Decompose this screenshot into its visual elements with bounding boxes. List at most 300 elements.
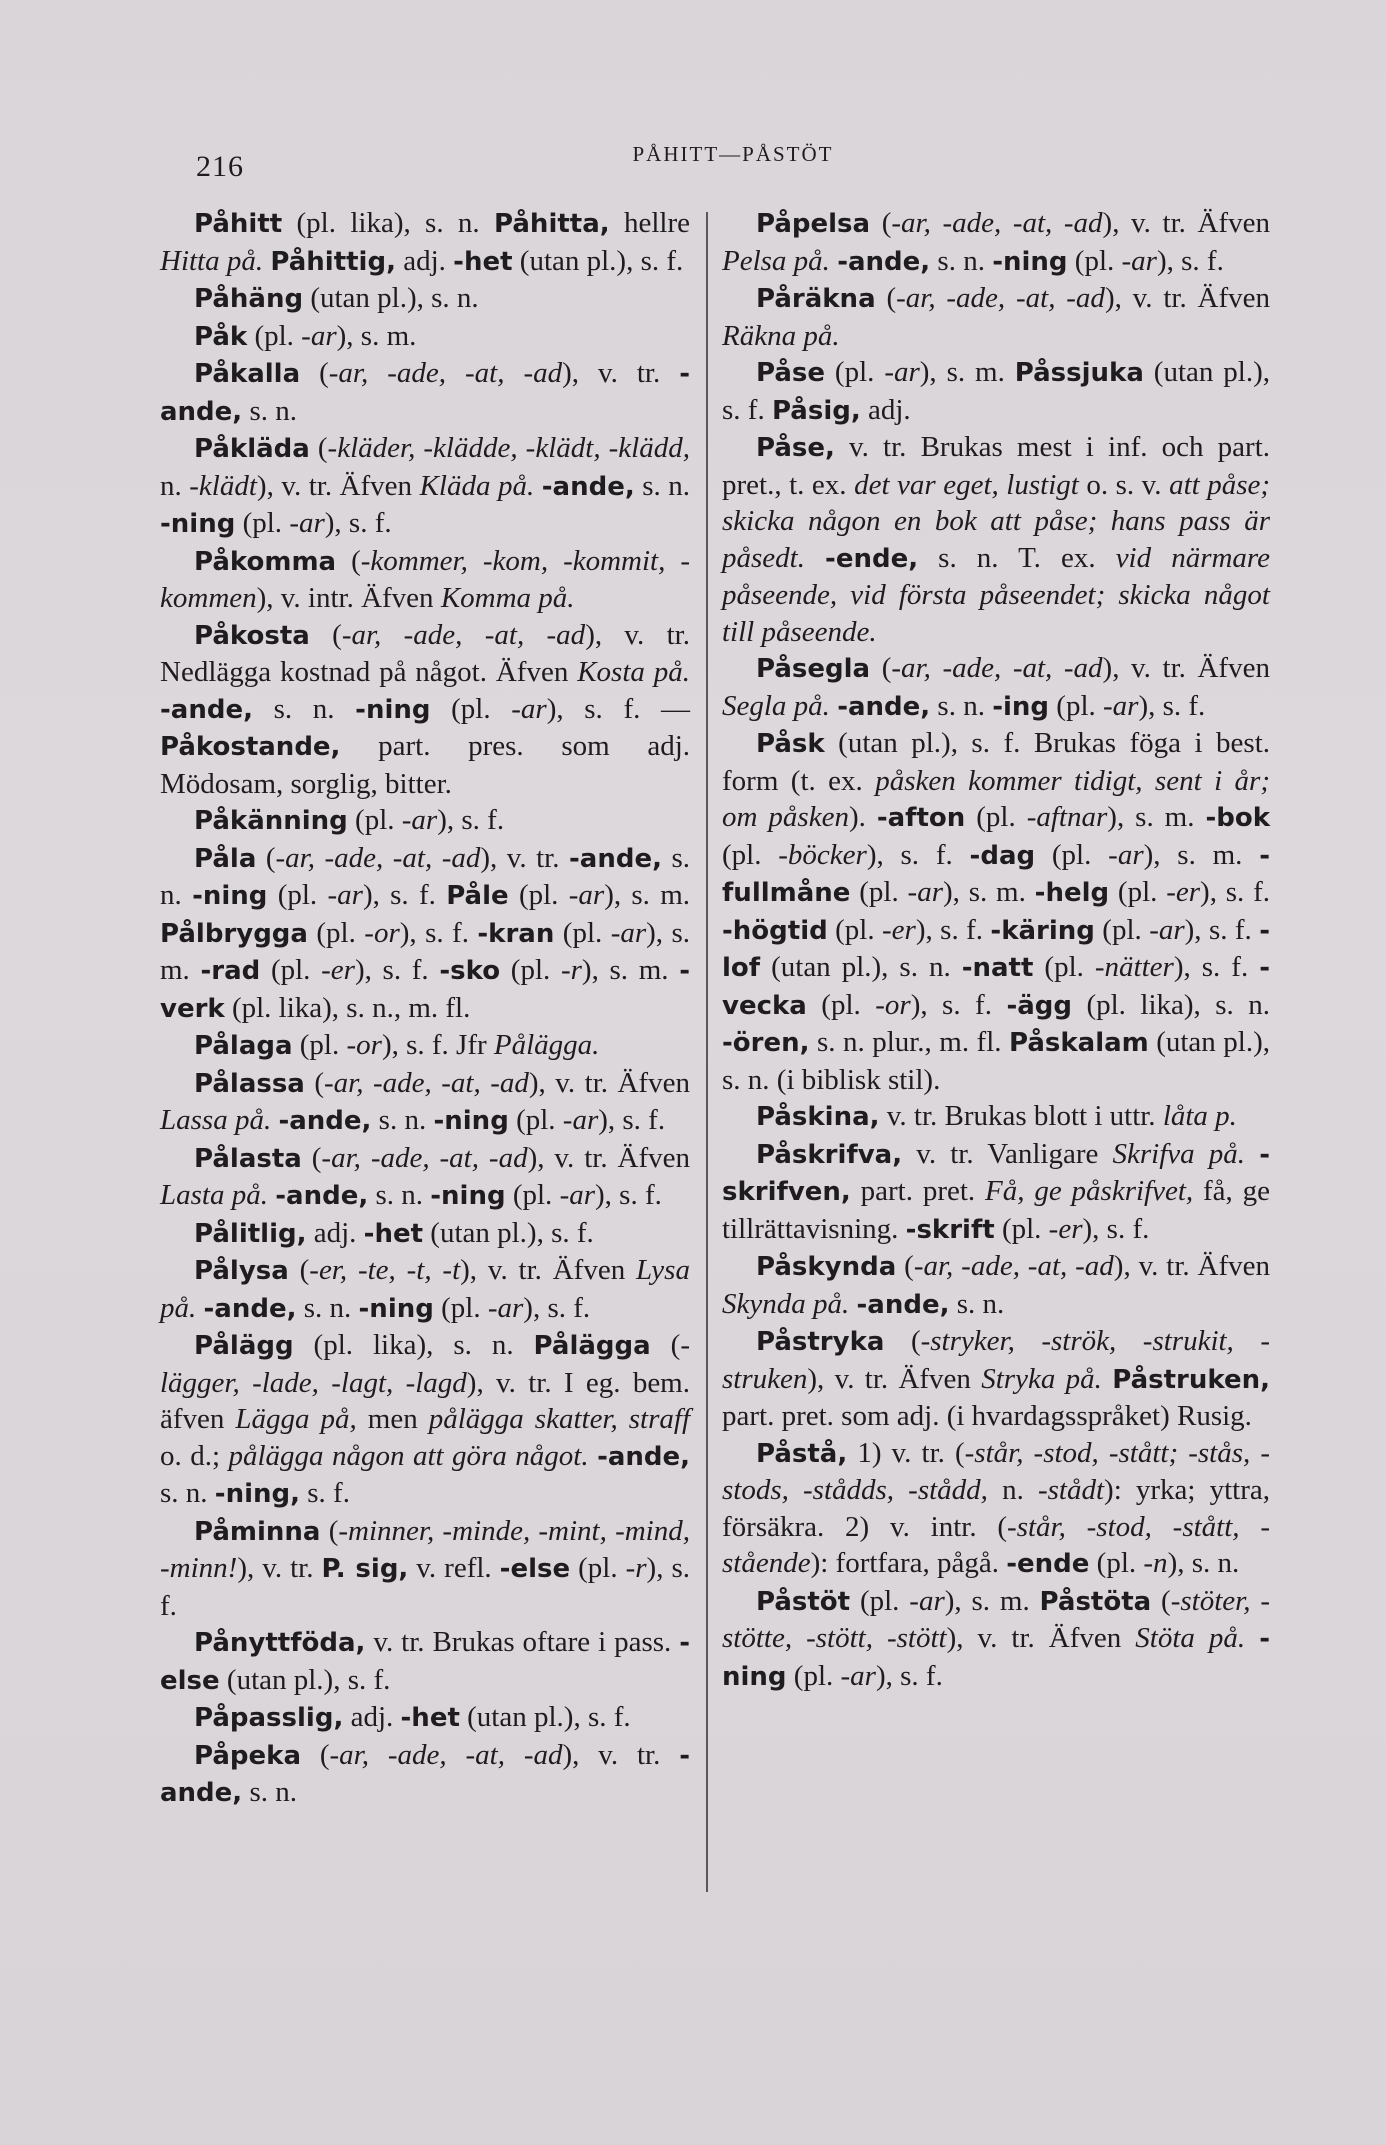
entry-text: ), v. tr. Äfven bbox=[807, 1362, 982, 1395]
headword: Påstå, bbox=[756, 1438, 848, 1469]
headword: -het bbox=[400, 1703, 460, 1733]
italic-text: -ar, -ade, -at, -ad bbox=[913, 1250, 1114, 1282]
headword: -het bbox=[363, 1218, 424, 1249]
entry-text: (pl. bbox=[1067, 244, 1122, 277]
italic-text: -or bbox=[346, 1029, 382, 1061]
headword: Påk bbox=[194, 321, 248, 352]
entry-text: (pl. bbox=[508, 1104, 563, 1136]
italic-text: -ar bbox=[511, 692, 547, 725]
italic-text: -er bbox=[1166, 876, 1201, 908]
entry-text: (pl. bbox=[786, 1659, 841, 1692]
headword: -högtid bbox=[722, 915, 828, 946]
headword: -ande, bbox=[160, 1740, 690, 1808]
italic-text: Lassa på. bbox=[160, 1104, 272, 1136]
italic-text: -er, -te, -t, -t bbox=[309, 1254, 461, 1286]
dictionary-entry bbox=[722, 280, 1270, 354]
italic-text: -ar, -ade, -at, -ad bbox=[341, 618, 586, 651]
italic-text: pålägga skatter, straff bbox=[428, 1403, 690, 1435]
headword: P. sig, bbox=[321, 1554, 409, 1584]
entry-text: ). bbox=[848, 801, 877, 833]
entry-text: ): fortfara, pågå. bbox=[810, 1547, 1007, 1579]
italic-text: Räkna på. bbox=[722, 319, 840, 352]
entry-text: s. n. bbox=[242, 394, 297, 427]
entry-text: ( bbox=[309, 618, 342, 651]
italic-text: -stådt bbox=[1037, 1474, 1105, 1506]
headword: -skrift bbox=[905, 1214, 995, 1245]
headword: -vecka bbox=[722, 953, 1270, 1021]
dictionary-entry bbox=[722, 354, 1270, 429]
entry-text: (pl. lika), s. n., m. fl. bbox=[224, 991, 471, 1024]
entry-text: o. s. v. bbox=[1078, 468, 1170, 501]
headword: Påhittig, bbox=[270, 246, 396, 277]
headword: Pålägg bbox=[194, 1331, 294, 1361]
entry-text: ), v. tr. I eg. bem. äfven bbox=[160, 1366, 690, 1435]
entry-text: ), s. n. bbox=[1167, 1547, 1240, 1579]
dictionary-entry bbox=[722, 1248, 1270, 1323]
entry-text: s. n. bbox=[949, 1287, 1005, 1320]
headword: Påhitta, bbox=[494, 209, 610, 239]
entry-text: (utan pl.), s. f. Brukas föga i best. form (t. ex. bbox=[722, 727, 1270, 797]
entry-text: ), s. m. bbox=[944, 1584, 1040, 1617]
entry-text: (pl. bbox=[722, 838, 779, 871]
entry-text: ), s. f. bbox=[362, 879, 447, 911]
entry-text: ), s. f. bbox=[399, 916, 478, 949]
italic-text: -ar, -ade, -at, -ad bbox=[275, 841, 481, 874]
entry-text: ), v. tr. Äfven bbox=[1102, 652, 1270, 684]
entry-text: adj. bbox=[860, 393, 911, 426]
entry-text: (utan pl.), s. n. (i biblisk stil). bbox=[722, 1026, 1270, 1096]
headword: -kran bbox=[477, 918, 555, 949]
dictionary-entry bbox=[722, 1098, 1270, 1136]
entry-text: ), v. tr. Äfven bbox=[460, 1254, 637, 1286]
headword: -käring bbox=[990, 915, 1095, 946]
entry-text: (pl. bbox=[1049, 689, 1103, 722]
dictionary-entry bbox=[160, 1699, 690, 1737]
italic-text: Stryka på. bbox=[981, 1362, 1102, 1395]
headword: Påkläda bbox=[194, 434, 310, 464]
entry-text: s. n. plur., m. fl. bbox=[809, 1026, 1009, 1058]
entry-text bbox=[1102, 1363, 1112, 1395]
headword: Pålysa bbox=[194, 1256, 289, 1286]
headword: -ning bbox=[433, 1106, 509, 1136]
headword: Påskina, bbox=[756, 1102, 880, 1132]
entry-text: ), s. f. bbox=[598, 1104, 666, 1136]
entry-text: ), v. intr. Äfven bbox=[256, 582, 441, 614]
entry-text: ), v. tr. bbox=[562, 357, 680, 389]
entry-text: hellre bbox=[609, 207, 690, 239]
entry-text: v. tr. Brukas blott i uttr. bbox=[879, 1100, 1163, 1132]
entry-text: ), s. f. bbox=[1138, 689, 1206, 722]
italic-text: -ar bbox=[1149, 913, 1185, 946]
headword: -ande, bbox=[275, 1181, 369, 1211]
italic-text: -ar bbox=[327, 879, 363, 911]
headword: Pålaga bbox=[194, 1031, 293, 1061]
italic-text: Pelsa på. bbox=[722, 244, 830, 277]
headword: Påpeka bbox=[194, 1740, 301, 1771]
dictionary-entry bbox=[722, 1323, 1270, 1435]
headword: -else bbox=[160, 1628, 690, 1696]
entry-text: (pl. bbox=[806, 988, 876, 1021]
italic-text: -minner, -minde, -mint, -mind, -minn! bbox=[160, 1514, 690, 1584]
entry-text bbox=[1245, 1622, 1259, 1654]
headword: -ning bbox=[722, 1624, 1270, 1692]
entry-text: (pl. lika), s. n. bbox=[1072, 988, 1270, 1021]
headword: -rad bbox=[200, 956, 261, 986]
entry-text: (utan pl.), s. f. bbox=[423, 1216, 594, 1249]
entry-text: v. tr. Brukas mest i inf. och part. pret., t. ex. bbox=[722, 431, 1270, 501]
entry-text: ), s. m. bbox=[581, 954, 680, 986]
italic-text: -n bbox=[1143, 1547, 1168, 1579]
headword: Påhäng bbox=[194, 284, 304, 314]
italic-text: -ar bbox=[487, 1291, 524, 1324]
italic-text: Kläda på. bbox=[419, 469, 535, 502]
entry-text: (pl. bbox=[500, 954, 561, 986]
italic-text: -står, -stod, -stått; -stås, -stods, -stådds, -stådd, bbox=[722, 1436, 1270, 1506]
entry-text: (pl. bbox=[292, 1029, 347, 1061]
entry-text: (pl. lika), s. n. bbox=[293, 1329, 534, 1361]
dictionary-entry bbox=[160, 1027, 690, 1065]
entry-text: ), s. f. — bbox=[546, 692, 690, 725]
entry-text: s. n. bbox=[368, 1179, 431, 1211]
entry-text: (pl. bbox=[430, 692, 512, 725]
headword: -ande, bbox=[568, 843, 662, 874]
italic-text: -ar, -ade, -at, -ad bbox=[891, 652, 1103, 684]
entry-text: ), s. f. Jfr bbox=[381, 1029, 494, 1061]
entry-text: part. pret. som adj. (i hvardagsspråket) Rusig. bbox=[722, 1400, 1252, 1432]
dictionary-entry bbox=[160, 1737, 690, 1812]
dictionary-entry bbox=[722, 650, 1270, 725]
entry-text: ), s. m. bbox=[1107, 801, 1206, 833]
page-number: 216 bbox=[196, 150, 244, 183]
italic-text: -ar, -ade, -at, -ad bbox=[324, 1066, 529, 1099]
dictionary-entry bbox=[160, 802, 690, 840]
entry-text: ), s. f. bbox=[875, 1659, 943, 1692]
entry-text: ), v. tr. Äfven bbox=[528, 1066, 690, 1099]
entry-text: (pl. bbox=[570, 1552, 626, 1584]
entry-text: ), s. m. bbox=[336, 319, 417, 352]
entry-text: (pl. bbox=[260, 954, 322, 986]
entry-text bbox=[196, 1292, 203, 1324]
entry-text: ( bbox=[1151, 1584, 1171, 1617]
italic-text: -ar bbox=[840, 1659, 876, 1692]
headword: -ande, bbox=[856, 1289, 950, 1320]
headword: Påssjuka bbox=[1014, 358, 1144, 388]
entry-text: (pl. bbox=[1089, 1547, 1144, 1579]
italic-text: -nätter bbox=[1094, 951, 1174, 983]
entry-text: (pl. bbox=[267, 879, 328, 911]
italic-text: Stöta på. bbox=[1135, 1622, 1246, 1654]
entry-text: ( bbox=[300, 357, 329, 389]
entry-text: part. pret. bbox=[850, 1175, 985, 1207]
headword: -ning bbox=[192, 881, 268, 911]
headword: Påräkna bbox=[756, 284, 876, 314]
entry-text bbox=[1245, 1138, 1259, 1170]
entry-text: s. n. bbox=[371, 1104, 434, 1136]
entry-text: ), s. f. bbox=[1184, 913, 1260, 946]
entry-text: (pl. bbox=[1109, 876, 1167, 908]
italic-text: pålägga någon att göra något. bbox=[228, 1439, 589, 1472]
entry-text: (utan pl.), s. n. bbox=[303, 282, 479, 314]
dictionary-entry bbox=[160, 430, 690, 543]
italic-text: Hitta på. bbox=[160, 244, 264, 277]
italic-text: -ar, -ade, -at, -ad bbox=[321, 1141, 528, 1174]
headword: -ende bbox=[1006, 1549, 1090, 1579]
headword: -ande, bbox=[597, 1441, 691, 1472]
entry-text: ), v. tr. Äfven bbox=[256, 469, 420, 502]
entry-text: (pl. lika), s. n. bbox=[282, 207, 495, 239]
italic-text: -ar bbox=[907, 876, 943, 908]
headword: -ende, bbox=[825, 543, 919, 574]
headword: -natt bbox=[961, 953, 1034, 983]
entry-text: v. tr. Brukas oftare i pass. bbox=[365, 1626, 680, 1658]
entry-text: ( bbox=[301, 1141, 322, 1174]
entry-text: ), s. f. bbox=[523, 1291, 591, 1324]
entry-text: ( bbox=[875, 282, 897, 314]
dictionary-entry bbox=[722, 1435, 1270, 1583]
headword: -dag bbox=[969, 840, 1036, 871]
entry-text: ), s. m. bbox=[160, 916, 691, 986]
headword: Påkosta bbox=[194, 620, 310, 651]
headword: -skrifven, bbox=[722, 1139, 1270, 1207]
entry-text: ), s. f. bbox=[595, 1179, 662, 1211]
entry-text: ), v. tr. bbox=[480, 841, 569, 874]
headword: Påpelsa bbox=[756, 209, 871, 239]
entry-text: ( bbox=[300, 1738, 330, 1771]
entry-text: (pl. bbox=[1033, 951, 1095, 983]
entry-text: (pl. bbox=[307, 916, 365, 949]
entry-text: ), v. tr. Nedlägga kostnad på något. Äfven bbox=[160, 618, 690, 688]
entry-text: ), s. m. bbox=[1143, 838, 1260, 871]
headword: -ning bbox=[160, 509, 236, 539]
entry-text: ( bbox=[288, 1254, 310, 1286]
headword: -ande, bbox=[278, 1106, 372, 1136]
italic-text: Lysa på. bbox=[160, 1254, 690, 1324]
italic-text: -står, -stod, -stått, -stående bbox=[722, 1510, 1271, 1579]
entry-text: (pl. bbox=[247, 319, 302, 352]
entry-text: (utan pl.), s. f. bbox=[722, 356, 1270, 426]
italic-text: -ar bbox=[401, 804, 438, 836]
dictionary-entry bbox=[160, 1624, 690, 1699]
italic-text: låta p. bbox=[1162, 1100, 1237, 1132]
headword: -fullmåne bbox=[722, 840, 1271, 908]
entry-text: n. bbox=[987, 1474, 1038, 1506]
headword: -else bbox=[499, 1554, 571, 1584]
entry-text: ), v. tr. Äfven bbox=[946, 1622, 1136, 1654]
entry-text: ), s. f. bbox=[910, 988, 1007, 1021]
dictionary-entry bbox=[722, 205, 1270, 280]
entry-text: (pl. bbox=[235, 507, 290, 539]
dictionary-entry bbox=[722, 429, 1270, 650]
entry-text bbox=[589, 1440, 597, 1472]
italic-text: -lägger, -lade, -lagt, -lagd bbox=[160, 1329, 690, 1399]
headword: Påpasslig, bbox=[194, 1703, 344, 1733]
italic-text: Skrifva på. bbox=[1112, 1137, 1246, 1170]
entry-text: ( bbox=[336, 544, 361, 577]
headword: Pålbrygga bbox=[160, 918, 308, 949]
italic-text: -ar bbox=[568, 879, 605, 911]
entry-text: ), s. f. bbox=[915, 913, 991, 946]
headword: Pålassa bbox=[194, 1068, 305, 1099]
entry-text: (utan pl.), s. f. bbox=[512, 244, 684, 277]
entry-text: (pl. bbox=[433, 1291, 488, 1324]
italic-text: -er bbox=[321, 954, 355, 986]
entry-text: ( bbox=[884, 1325, 921, 1357]
entry-text: ), s. m. bbox=[604, 879, 691, 911]
italic-text: Komma på. bbox=[440, 582, 575, 614]
entry-text: n. bbox=[160, 469, 190, 502]
entry-text: (utan pl.), s. f. bbox=[219, 1663, 391, 1696]
headword: -helg bbox=[1034, 878, 1110, 908]
headword: Påle bbox=[446, 881, 509, 911]
italic-text: Skynda på. bbox=[722, 1287, 850, 1320]
entry-text: s. f. bbox=[300, 1477, 350, 1509]
headword: -het bbox=[453, 246, 513, 277]
italic-text: -r bbox=[625, 1552, 647, 1584]
headword: Påminna bbox=[194, 1516, 321, 1547]
right-column bbox=[722, 205, 1270, 1695]
entry-text: ( bbox=[309, 432, 328, 464]
entry-text: ), s. f. bbox=[866, 838, 970, 871]
headword: -ning bbox=[992, 246, 1068, 277]
entry-text: (pl. bbox=[850, 1584, 910, 1617]
entry-text: s. n. bbox=[930, 689, 993, 722]
entry-text: ( bbox=[870, 207, 892, 239]
entry-text: ), s. f. bbox=[1173, 951, 1260, 983]
entry-text: ), v. tr. Äfven bbox=[1102, 207, 1270, 239]
headword: -ning bbox=[358, 1293, 434, 1324]
headword: Pålitlig, bbox=[194, 1218, 307, 1249]
italic-text: Pålägga. bbox=[493, 1029, 600, 1061]
headword: -bok bbox=[1205, 803, 1271, 833]
dictionary-entry bbox=[160, 1065, 690, 1140]
headword: -ning, bbox=[214, 1479, 301, 1509]
entry-text: ( bbox=[320, 1514, 339, 1547]
headword: Påkostande, bbox=[160, 732, 341, 762]
entry-text: ), v. tr. bbox=[562, 1738, 680, 1771]
italic-text: -or bbox=[364, 916, 400, 949]
entry-text: få, ge tillrättavisning. bbox=[722, 1175, 1270, 1245]
entry-text: ), v. tr. bbox=[237, 1552, 322, 1584]
entry-text: (pl. bbox=[825, 356, 885, 388]
italic-text: vid närmare påseende, vid första påseendet; skicka något till påseende. bbox=[722, 541, 1270, 648]
dictionary-entry bbox=[722, 1136, 1270, 1249]
entry-text bbox=[534, 470, 542, 502]
entry-text: men bbox=[356, 1403, 429, 1435]
italic-text: -kommer, -kom, -kommit, -kommen bbox=[160, 544, 690, 614]
italic-text: -ar bbox=[1108, 838, 1144, 871]
entry-text: ), s. m. bbox=[942, 876, 1035, 908]
entry-text: (pl. bbox=[965, 801, 1027, 833]
entry-text bbox=[849, 1288, 856, 1320]
italic-text: -kläder, -klädde, -klädt, -klädd, bbox=[327, 432, 690, 464]
dictionary-entry bbox=[722, 725, 1270, 1098]
entry-text: ): yrka; yttra, försäkra. 2) v. intr. ( bbox=[722, 1474, 1270, 1543]
entry-text: ), v. tr. Äfven bbox=[1104, 282, 1270, 314]
entry-text: (pl. bbox=[994, 1212, 1049, 1245]
entry-text: (pl. bbox=[850, 876, 908, 908]
entry-text: v. refl. bbox=[408, 1552, 500, 1584]
entry-text: ), s. f. bbox=[160, 1552, 690, 1622]
entry-text: 1) v. tr. ( bbox=[847, 1436, 965, 1469]
running-head: PÅHITT—PÅSTÖT bbox=[632, 142, 834, 166]
headword: -verk bbox=[160, 956, 691, 1024]
entry-text: ( bbox=[870, 652, 892, 684]
entry-text: s. n. bbox=[296, 1291, 359, 1324]
headword: Pålasta bbox=[194, 1143, 302, 1174]
entry-text: adj. bbox=[343, 1701, 401, 1733]
entry-text: ( bbox=[896, 1250, 914, 1282]
italic-text: -aftnar bbox=[1026, 801, 1108, 833]
headword: -lof bbox=[722, 915, 1271, 983]
headword: -ning bbox=[430, 1181, 506, 1211]
italic-text: -böcker bbox=[778, 838, 867, 871]
italic-text: -ar bbox=[289, 507, 325, 539]
italic-text: -or bbox=[875, 988, 911, 1021]
headword: -ande, bbox=[160, 359, 690, 427]
headword: Påse bbox=[756, 358, 826, 388]
headword: -ande, bbox=[837, 246, 931, 277]
headword: -ande, bbox=[160, 694, 253, 725]
headword: -ing bbox=[992, 691, 1050, 722]
entry-text: adj. bbox=[306, 1216, 364, 1249]
headword: Påsegla bbox=[756, 654, 871, 684]
entry-text: s. n. bbox=[930, 244, 993, 277]
entry-text: ), s. f. bbox=[1156, 244, 1224, 277]
entry-text: ( bbox=[650, 1329, 681, 1361]
italic-text: -ar bbox=[610, 916, 647, 949]
dictionary-entry bbox=[160, 1513, 690, 1625]
dictionary-entry bbox=[160, 1252, 690, 1327]
italic-text: Lägga på, bbox=[235, 1403, 357, 1435]
entry-text: s. n. bbox=[160, 1477, 215, 1509]
dictionary-entry bbox=[722, 1583, 1270, 1696]
italic-text: Få, ge påskrifvet, bbox=[985, 1175, 1194, 1207]
entry-text: (pl. bbox=[505, 1179, 560, 1211]
headword: Påkomma bbox=[194, 546, 337, 577]
headword: -ägg bbox=[1006, 990, 1072, 1021]
italic-text: -ar bbox=[559, 1179, 596, 1211]
entry-text: (pl. bbox=[827, 913, 883, 946]
entry-text: (utan pl.), s. f. bbox=[459, 1701, 631, 1733]
italic-text: -ar, -ade, -at, -ad bbox=[896, 282, 1105, 314]
entry-text: (utan pl.), s. n. bbox=[760, 951, 962, 983]
headword: Påkänning bbox=[194, 806, 348, 836]
entry-text: s. n. bbox=[252, 692, 356, 725]
italic-text: -ar bbox=[301, 319, 337, 352]
italic-text: -er bbox=[882, 913, 916, 946]
headword: Påkalla bbox=[194, 359, 301, 389]
entry-text: v. tr. Vanligare bbox=[902, 1137, 1113, 1170]
dictionary-entry bbox=[160, 205, 690, 280]
entry-text: adj. bbox=[395, 244, 454, 277]
italic-text: -ar bbox=[1121, 244, 1157, 277]
headword: -sko bbox=[439, 956, 501, 986]
dictionary-entry bbox=[160, 617, 690, 803]
entry-text: o. d.; bbox=[160, 1439, 229, 1472]
italic-text: -ar, -ade, -at, -ad bbox=[891, 207, 1103, 239]
headword: Påstryka bbox=[756, 1327, 885, 1357]
entry-text: (pl. bbox=[347, 804, 402, 836]
headword: Påsig, bbox=[771, 395, 861, 426]
headword: Påskynda bbox=[756, 1252, 897, 1282]
italic-text: påsken kommer tidigt, sent i år; om påsken bbox=[722, 764, 1270, 833]
headword: -ande, bbox=[203, 1293, 297, 1324]
italic-text: det var eget, lustigt bbox=[854, 468, 1079, 501]
headword: Pålägga bbox=[533, 1331, 651, 1361]
headword: Påskrifva, bbox=[756, 1139, 903, 1170]
headword: -ören, bbox=[722, 1028, 810, 1058]
italic-text: -ar bbox=[884, 356, 920, 388]
